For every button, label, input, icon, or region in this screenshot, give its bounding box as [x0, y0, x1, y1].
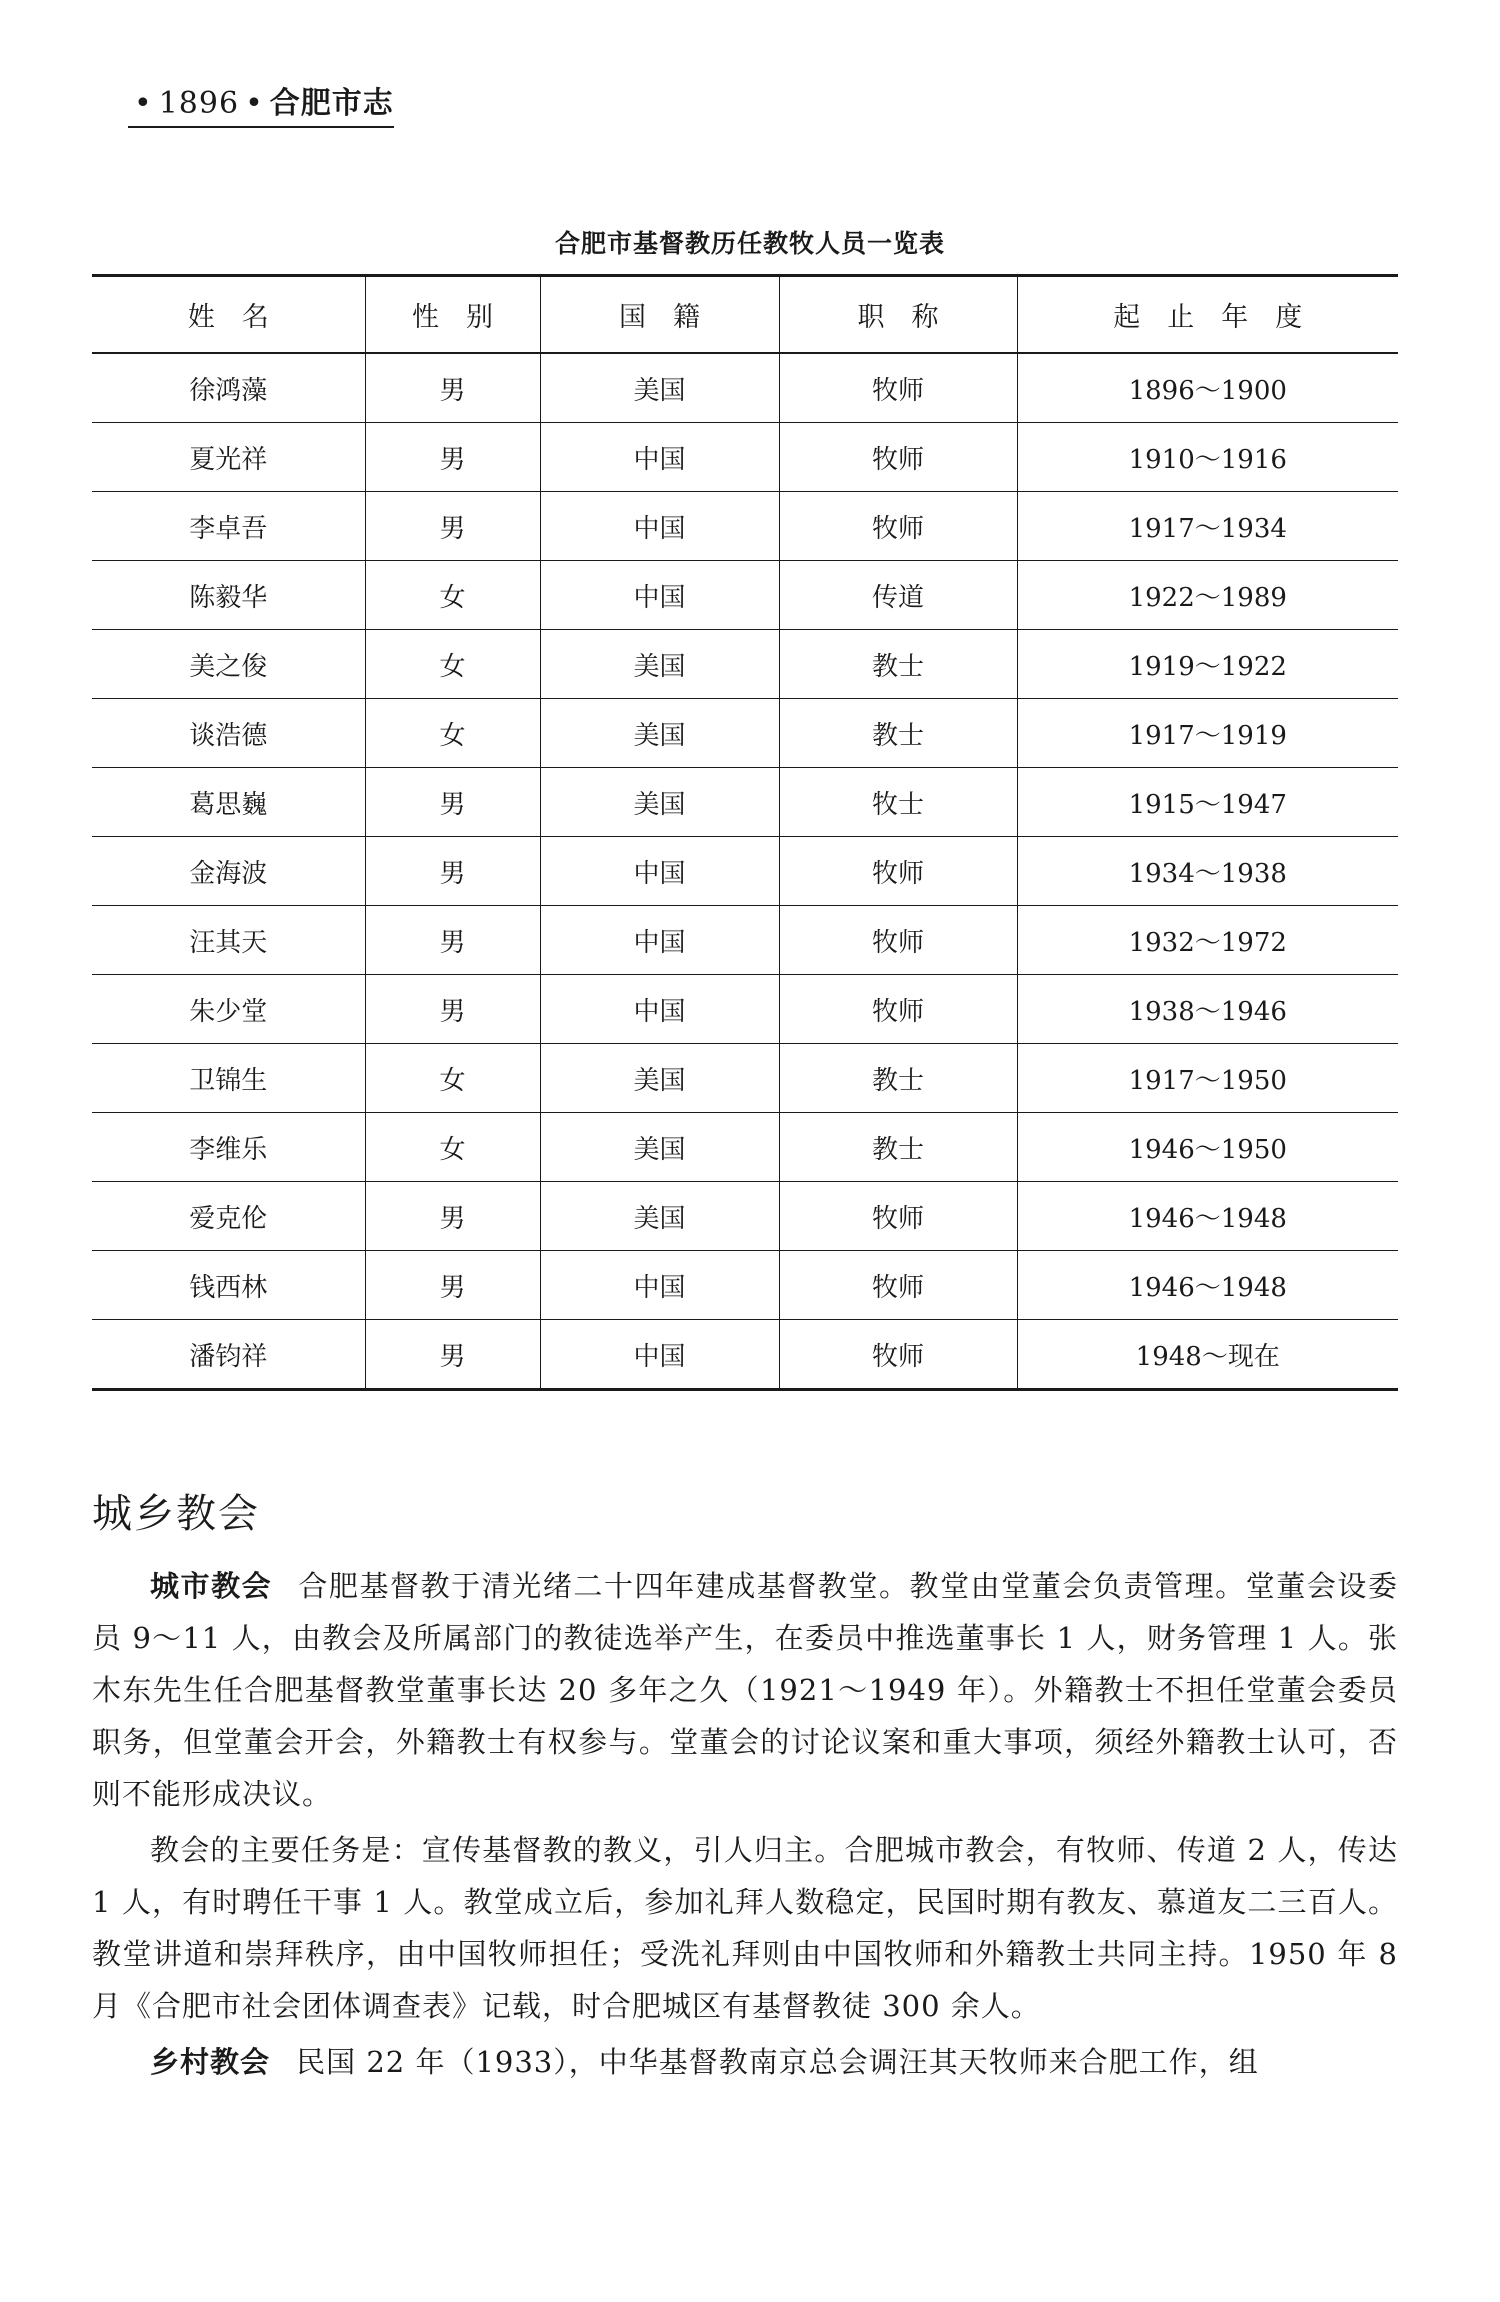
paragraph-text: 民国 22 年（1933），中华基督教南京总会调汪其天牧师来合肥工作，组 — [296, 2045, 1259, 2079]
cell-nationality: 中国 — [540, 1251, 779, 1320]
table-row — [92, 423, 1398, 492]
cell-nationality: 美国 — [540, 699, 779, 768]
cell-years: 1948～现在 — [1017, 1320, 1398, 1390]
cell-gender: 女 — [365, 561, 540, 630]
cell-name: 金海波 — [92, 837, 365, 906]
cell-nationality: 中国 — [540, 837, 779, 906]
cell-nationality: 中国 — [540, 423, 779, 492]
paragraph-lead: 城市教会 — [150, 1569, 273, 1603]
page-number: 1896 — [158, 86, 240, 121]
table-row — [92, 1251, 1398, 1320]
cell-name: 葛思巍 — [92, 768, 365, 837]
cell-name: 李卓吾 — [92, 492, 365, 561]
cell-title: 传道 — [779, 561, 1017, 630]
table-row — [92, 630, 1398, 699]
cell-gender: 男 — [365, 906, 540, 975]
column-header-name: 姓 名 — [92, 276, 365, 354]
cell-gender: 男 — [365, 768, 540, 837]
table-row — [92, 492, 1398, 561]
cell-name: 潘钧祥 — [92, 1320, 365, 1390]
cell-name: 夏光祥 — [92, 423, 365, 492]
table-row — [92, 1320, 1398, 1390]
table-row — [92, 906, 1398, 975]
cell-title: 教士 — [779, 1113, 1017, 1182]
table-row — [92, 561, 1398, 630]
cell-nationality: 美国 — [540, 353, 779, 423]
cell-title: 牧士 — [779, 768, 1017, 837]
cell-gender: 男 — [365, 975, 540, 1044]
cell-name: 美之俊 — [92, 630, 365, 699]
cell-name: 钱西林 — [92, 1251, 365, 1320]
table-row — [92, 353, 1398, 423]
cell-years: 1922～1989 — [1017, 561, 1398, 630]
column-header-years: 起 止 年 度 — [1017, 276, 1398, 354]
cell-title: 牧师 — [779, 837, 1017, 906]
cell-years: 1934～1938 — [1017, 837, 1398, 906]
cell-gender: 男 — [365, 837, 540, 906]
cell-gender: 男 — [365, 423, 540, 492]
section-heading: 城乡教会 — [92, 1491, 260, 1537]
cell-title: 牧师 — [779, 1182, 1017, 1251]
running-header — [128, 78, 394, 128]
cell-title: 教士 — [779, 699, 1017, 768]
cell-years: 1946～1948 — [1017, 1251, 1398, 1320]
paragraph-text: 合肥基督教于清光绪二十四年建成基督教堂。教堂由堂董会负责管理。堂董会设委员 9～11 人，由教会及所属部门的教徒选举产生，在委员中推选董事长 1 人，财务管理 1 人。张木东先生任合肥基督教堂董事长达 20 多年之久（1921～1949 年）。外籍教士不担任堂董会委员职务，但堂董会开会，外籍教士有权参与。堂董会的讨论议案和重大事项，须经外籍教士认可，否则不能形成决议。 — [92, 1569, 1398, 1811]
cell-nationality: 美国 — [540, 1182, 779, 1251]
cell-nationality: 中国 — [540, 492, 779, 561]
table-row — [92, 975, 1398, 1044]
cell-gender: 女 — [365, 699, 540, 768]
cell-nationality: 中国 — [540, 1320, 779, 1390]
cell-years: 1919～1922 — [1017, 630, 1398, 699]
cell-title: 牧师 — [779, 975, 1017, 1044]
cell-name: 李维乐 — [92, 1113, 365, 1182]
cell-nationality: 中国 — [540, 561, 779, 630]
table-header-row — [92, 276, 1398, 354]
paragraph-lead: 乡村教会 — [150, 2045, 271, 2079]
cell-gender: 男 — [365, 1320, 540, 1390]
cell-years: 1915～1947 — [1017, 768, 1398, 837]
cell-title: 牧师 — [779, 1251, 1017, 1320]
cell-nationality: 美国 — [540, 630, 779, 699]
cell-gender: 女 — [365, 630, 540, 699]
cell-name: 朱少堂 — [92, 975, 365, 1044]
table-row — [92, 1044, 1398, 1113]
cell-title: 牧师 — [779, 423, 1017, 492]
cell-years: 1938～1946 — [1017, 975, 1398, 1044]
cell-nationality: 美国 — [540, 1044, 779, 1113]
cell-name: 徐鸿藻 — [92, 353, 365, 423]
paragraph-text: 教会的主要任务是：宣传基督教的教义，引人归主。合肥城市教会，有牧师、传道 2 人，传达 1 人，有时聘任干事 1 人。教堂成立后，参加礼拜人数稳定，民国时期有教友、慕道友二三百人。教堂讲道和崇拜秩序，由中国牧师担任；受洗礼拜则由中国牧师和外籍教士共同主持。1950 年 8 月《合肥市社会团体调查表》记载，时合肥城区有基督教徒 300 余人。 — [92, 1833, 1398, 2023]
cell-years: 1917～1934 — [1017, 492, 1398, 561]
cell-title: 牧师 — [779, 906, 1017, 975]
paragraph — [92, 2036, 1398, 2088]
table-row — [92, 1182, 1398, 1251]
cell-name: 陈毅华 — [92, 561, 365, 630]
paragraph — [92, 1560, 1398, 1820]
paragraph — [92, 1824, 1398, 2032]
cell-title: 牧师 — [779, 1320, 1017, 1390]
cell-nationality: 中国 — [540, 906, 779, 975]
cell-gender: 男 — [365, 353, 540, 423]
table-body — [92, 353, 1398, 1390]
header-bullet: • — [245, 86, 264, 121]
cell-gender: 女 — [365, 1113, 540, 1182]
column-header-title: 职 称 — [779, 276, 1017, 354]
table-row — [92, 699, 1398, 768]
table-row — [92, 1113, 1398, 1182]
cell-nationality: 美国 — [540, 1113, 779, 1182]
cell-years: 1896～1900 — [1017, 353, 1398, 423]
cell-title: 教士 — [779, 630, 1017, 699]
clergy-table — [92, 274, 1398, 1391]
cell-title: 教士 — [779, 1044, 1017, 1113]
cell-gender: 女 — [365, 1044, 540, 1113]
cell-title: 牧师 — [779, 353, 1017, 423]
cell-years: 1946～1950 — [1017, 1113, 1398, 1182]
cell-gender: 男 — [365, 1182, 540, 1251]
cell-years: 1917～1919 — [1017, 699, 1398, 768]
table-row — [92, 768, 1398, 837]
cell-title: 牧师 — [779, 492, 1017, 561]
table-row — [92, 837, 1398, 906]
cell-name: 卫锦生 — [92, 1044, 365, 1113]
cell-years: 1917～1950 — [1017, 1044, 1398, 1113]
header-bullet: • — [134, 86, 153, 121]
cell-years: 1932～1972 — [1017, 906, 1398, 975]
column-header-nationality: 国 籍 — [540, 276, 779, 354]
cell-years: 1946～1948 — [1017, 1182, 1398, 1251]
body-text — [92, 1560, 1398, 2092]
cell-nationality: 中国 — [540, 975, 779, 1044]
cell-name: 谈浩德 — [92, 699, 365, 768]
cell-name: 汪其天 — [92, 906, 365, 975]
cell-nationality: 美国 — [540, 768, 779, 837]
table-title: 合肥市基督教历任教牧人员一览表 — [554, 229, 945, 258]
cell-years: 1910～1916 — [1017, 423, 1398, 492]
column-header-gender: 性 别 — [365, 276, 540, 354]
cell-gender: 男 — [365, 492, 540, 561]
book-title: 合肥市志 — [269, 86, 394, 121]
cell-gender: 男 — [365, 1251, 540, 1320]
cell-name: 爱克伦 — [92, 1182, 365, 1251]
